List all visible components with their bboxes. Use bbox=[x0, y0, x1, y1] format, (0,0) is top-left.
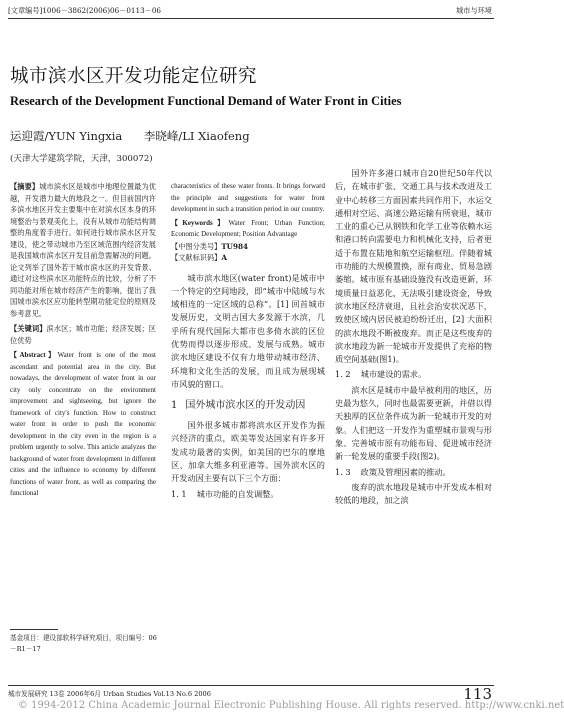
subsection-1-1-heading bbox=[171, 488, 325, 501]
doc-code-label: 【文献标识码】 bbox=[171, 253, 222, 262]
subsection-1-3-heading bbox=[335, 466, 492, 479]
author-2: 李晓峰/LI Xiaofeng bbox=[143, 129, 250, 143]
abstract-cn-label: 【摘要】 bbox=[10, 182, 40, 191]
subsection-1-3-paragraph: 废弃的滨水地段是城市中开发成本相对较低的地段，加之滨 bbox=[335, 481, 492, 506]
journal-citation: 城市发展研究 13卷 2006年6月 Urban Studies Vol.13 No.6 2006 bbox=[8, 690, 211, 698]
clc-label: 【中图分类号】 bbox=[171, 241, 222, 251]
doc-code-value: A bbox=[221, 253, 227, 262]
author-1: 运迎霞/YUN Yingxia bbox=[10, 129, 123, 143]
subsection-1-3-title: 政策及管理因素的推动。 bbox=[360, 466, 451, 477]
section-1-heading bbox=[171, 399, 325, 413]
section-label: 城市与环境 bbox=[456, 6, 492, 15]
clc-value: TU984 bbox=[221, 241, 248, 251]
section-1-paragraph: 国外很多城市都将滨水区开发作为振兴经济的重点，欧美等发达国家有许多开发成功最著的实例，如美国的巴尔的摩地区、加拿大维多利亚港等。国外滨水区的开发动因主要有以下三个方面： bbox=[171, 420, 325, 484]
abstract-english-continued: characteristics of these water fronts. It brings forward the principle and suggestions for water front development in such a transition period in our country. bbox=[171, 182, 325, 213]
affiliation: (天津大学建筑学院，天津，300072) bbox=[10, 154, 153, 164]
title-english: Research of the Development Functional Demand of Water Front in Cities bbox=[10, 94, 402, 108]
column-3 bbox=[335, 167, 492, 507]
subsection-1-1-title: 城市功能的自发调整。 bbox=[196, 488, 279, 499]
abstract-en-label: 【Abstract】 bbox=[10, 351, 58, 359]
subsection-1-2-heading bbox=[335, 368, 492, 381]
subsection-1-1-paragraph: 国外许多港口城市自20世纪50年代以后，在城市扩张、交通工具与技术改进及工业中心转移三方面因素共同作用下，水运交通相对空运、高速公路运输有所衰退，城市工业的重心已从钢铁和化学工业等依赖水运和港口转向需要电力和机械化支持，后者更适于布置在陆地和航空运输枢纽。伴随着城市功能的大规模置换，原有商业、贸易急剧萎缩。城市原有基础设施没有改造更新，环境质量日益恶化，无法吸引建设资金，导致滨水地区经济衰退，且社会治安状况恶下，致使区域内居民被迫纷纷迁出，[2] 大面积的滨水地段不断被废弃。而正是这些废弃的滨水地段为新一轮城市开发提供了充裕的物质空间基础(图1)。 bbox=[335, 168, 492, 365]
section-1-title: 国外城市滨水区的开发动因 bbox=[185, 400, 306, 412]
abstract-en-text: Water front is one of the most ascendant and potential area in the city. But nowadays, the development of water front in our city only concentrate on the environment improvement and sightseeing, but ignore the framework of city's function. How to construct water front in order to push the economic development in the city even in the region is a problem urgently to solve. This article analyzes the background of water front development in different cities and the influence to economy by different functions of water front, as well as comparing the functional bbox=[10, 351, 156, 497]
copyright-notice: © 1994-2012 China Academic Journal Electronic Publishing House. All rights reserved. http://www.cnki.net bbox=[18, 700, 564, 711]
keywords-cn-text: 滨水区；城市功能；经济发展；区位优势 bbox=[10, 324, 156, 345]
authors bbox=[10, 128, 250, 144]
column-2 bbox=[171, 181, 325, 503]
abstract-chinese bbox=[10, 181, 156, 319]
subsection-1-2-number: 1. 2 bbox=[335, 369, 351, 380]
subsection-1-3-number: 1. 3 bbox=[335, 466, 351, 477]
footnote-rule bbox=[10, 629, 58, 630]
keywords-chinese bbox=[10, 323, 156, 346]
keywords-en-text: Water Front; Urban Function; Economic Development; Position Advantage bbox=[171, 218, 325, 238]
footer-rule bbox=[8, 685, 494, 686]
subsection-1-2-paragraph: 滨水区是城市中最早被利用的地区，历史最为悠久，同时也最需要更新，并借以得天独厚的区位条件成为新一轮城市开发的对象。人们把这一开发作为重塑城市景观与形象、完善城市原有功能布局、促进城市经济新一轮发展的重要手段(图2)。 bbox=[335, 384, 492, 462]
keywords-en-label: 【Keywords】 bbox=[171, 218, 229, 227]
header-rule bbox=[8, 18, 494, 19]
keywords-english bbox=[171, 218, 325, 241]
column-1 bbox=[10, 181, 156, 500]
subsection-1-2-title: 城市建设的需求。 bbox=[360, 369, 427, 380]
keywords-cn-label: 【关键词】 bbox=[10, 324, 47, 333]
title-chinese: 城市滨水区开发功能定位研究 bbox=[10, 66, 258, 87]
document-code bbox=[171, 252, 325, 264]
fund-note: 基金项目：建设部软科学研究项目，项目编号：06－R1－17 bbox=[10, 634, 157, 653]
section-1-number: 1 bbox=[171, 400, 178, 412]
page-number: 113 bbox=[463, 685, 492, 703]
journal-code: [文章编号]1006－3862(2006)06－0113－06 bbox=[8, 6, 161, 15]
abstract-cn-text: 城市滨水区是城市中地理位置最为优越，开发潜力最大的地段之一。但目前国内许多滨水地区开发主要集中在对滨水区本身的环境整治与景观美化上，没有从城市功能结构调整的角度着手进行。如何进行城市滨水区开发建设，使之带动城市乃至区域范围内经济发展是我国城市滨水区开发目前急需解决的问题。论文列举了国外若干城市滨水区的开发背景、通过对这些滨水区功能特点的比较，分析了不同功能对所在城市经济产生的影响，提出了我国城市滨水区应功能转型期功能定位的原则及参考意见。 bbox=[10, 182, 156, 318]
abstract-english bbox=[10, 350, 156, 500]
subsection-1-1-number: 1. 1 bbox=[171, 488, 187, 499]
clc-number bbox=[171, 241, 325, 253]
intro-paragraph: 城市滨水地区(water front)是城市中一个特定的空间地段，即“城市中陆域与水域相连的一定区域的总称”。[1] 回首城市发展历史，文明古国大多发源于水滨，几乎所有现代国际大都市也多倚水滨的区位优势而得以逐步形成、发展与成熟。城市滨水地区建设不仅有力地带动城市经济、环境和文化生活的发展，而且成为展现城市风貌的窗口。 bbox=[171, 272, 325, 389]
